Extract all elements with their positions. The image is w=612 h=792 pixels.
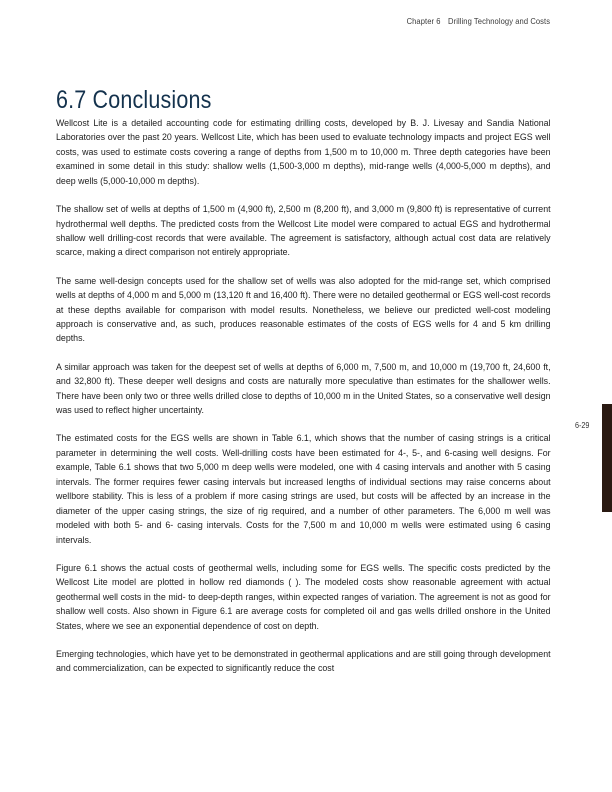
body-text: [56, 117, 551, 691]
paragraph-shallow-wells: The shallow set of wells at depths of 1,500 m (4,900 ft), 2,500 m (8,200 ft), and 3,000 m (9,800 ft) is representative of current hydrothermal well depths. The predicted costs from the Wellcost Lite model were compared to actual EGS and hydrothermal shallow well drilling-cost records that were available. The agreement is satisfactory, although actual cost data are relatively scarce, making a direct comparison not entirely appropriate.: [56, 204, 551, 259]
paragraph-figure-6-1: Figure 6.1 shows the actual costs of geothermal wells, including some for EGS wells. The specific costs predicted by the Wellcost Lite model are plotted in hollow red diamonds ( ). The modeled costs show reasonable agreement with actual geothermal well costs in the mid- to deep-depth ranges, within expected ranges of variation. The agreement is not as good for shallow well costs. Also shown in Figure 6.1 are average costs for completed oil and gas wells drilled onshore in the United States, where we see an exponential dependence of cost on depth.: [56, 562, 551, 632]
chapter-title: Drilling Technology and Costs: [447, 16, 550, 26]
paragraph-estimated-costs: The estimated costs for the EGS wells are shown in Table 6.1, which shows that the number of casing strings is a critical parameter in determining the well costs. Well-drilling costs have been estimated for 4-, 5-, and 6-casing well designs. For example, Table 6.1 shows that two 5,000 m deep wells were modeled, one with 4 casing intervals and another with 5 casing intervals. The former requires fewer casing intervals but increased lengths of individual sections may raise concerns about wellbore stability. This is less of a problem if more casing strings are used, but costs will be affected by an increase in the diameter of the upper casing strings, the size of rig required, and a number of other parameters. The 6,000 m well was modeled with both 5- and 6- casing intervals. Costs for the 7,500 m and 10,000 m wells were estimated using 6 casing intervals.: [56, 433, 551, 546]
paragraph-emerging-technologies: Emerging technologies, which have yet to be demonstrated in geothermal applications and are still going through development and commercialization, can be expected to significantly reduce the cost: [56, 648, 551, 675]
paragraph-wellcost-lite: Wellcost Lite is a detailed accounting code for estimating drilling costs, developed by B. J. Livesay and Sandia National Laboratories over the past 20 years. Wellcost Lite, which has been used to evaluate technology impacts and project EGS well costs, was used to estimate costs covering a range of depths from 1,500 m to 10,000 m. Three depth categories have been examined in some detail in this study: shallow wells (1,500-3,000 m depths), mid-range wells (4,000-5,000 m depths), and deep wells (5,000-10,000 m depths).: [56, 118, 551, 187]
running-header: [406, 16, 550, 26]
chapter-label: Chapter 6: [406, 16, 441, 26]
section-title: 6.7 Conclusions: [56, 86, 212, 114]
paragraph-mid-range-wells: The same well-design concepts used for the shallow set of wells was also adopted for the mid-range set, which comprised wells at depths of 4,000 m and 5,000 m (13,120 ft and 16,400 ft). There were no detailed geothermal or EGS well-cost records at these depths available for comparison with model results. Nonetheless, we believe our predicted well-cost modeling approach is conservative and, as such, produces reasonable estimates of the costs of EGS wells for 4 and 5 km drilling depths.: [56, 275, 551, 345]
chapter-tab-bar: [602, 404, 612, 512]
page-number: 6-29: [575, 421, 590, 430]
paragraph-deep-wells: A similar approach was taken for the deepest set of wells at depths of 6,000 m, 7,500 m, and 10,000 m (19,700 ft, 24,600 ft, and 32,800 ft). These deeper well designs and costs are naturally more speculative than estimates for the shallower wells. There have been only two or three wells drilled close to depths of 10,000 m in the United States, so a conservative well design was used to reflect higher uncertainty.: [56, 361, 551, 417]
